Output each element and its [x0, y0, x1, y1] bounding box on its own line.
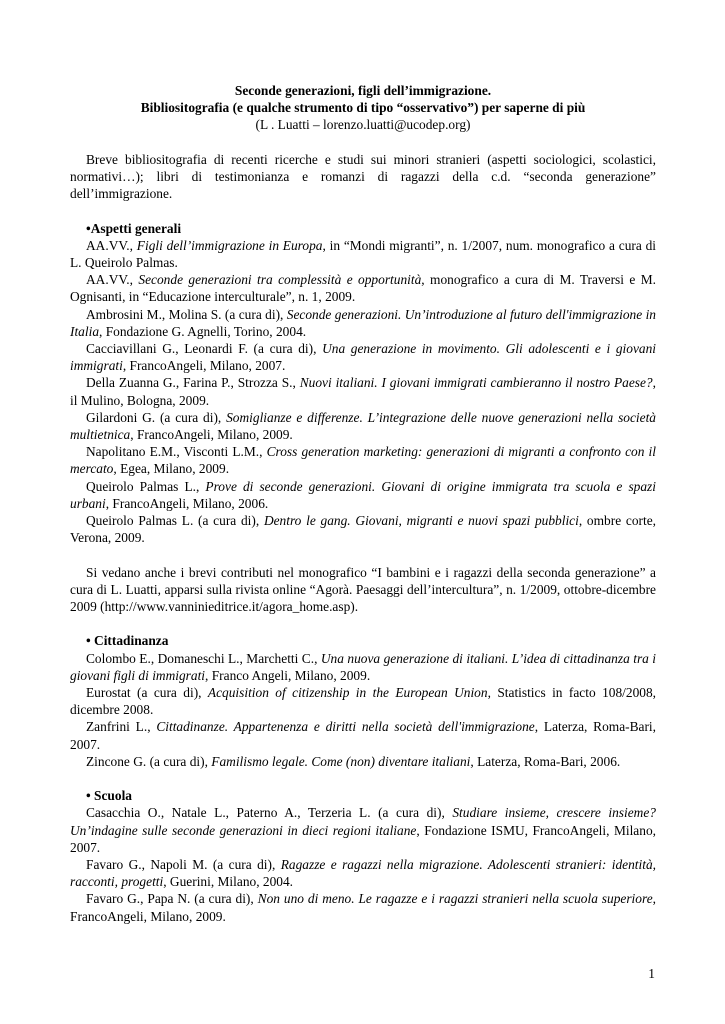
page-number: 1	[648, 966, 655, 981]
bib-entry: Ambrosini M., Molina S. (a cura di), Seconde generazioni. Un’introduzione al futuro dell'immigrazione in Italia, Fondazione G. Agnelli, Torino, 2004.	[70, 306, 656, 339]
bib-entry: Colombo E., Domaneschi L., Marchetti C., Una nuova generazione di italiani. L’idea di cittadinanza tra i giovani figli di immigrati, Franco Angeli, Milano, 2009.	[70, 650, 657, 683]
section-heading-scuola: • Scuola	[86, 788, 132, 804]
bib-entry: Della Zuanna G., Farina P., Strozza S., Nuovi italiani. I giovani immigrati cambieranno il nostro Paese?, il Mulino, Bologna, 2009.	[70, 375, 656, 408]
bib-entry: Casacchia O., Natale L., Paterno A., Terzeria L. (a cura di), Studiare insieme, crescere insieme? Un’indagine sulle seconde generazioni in dieci regioni italiane, Fondazione ISMU, FrancoAngeli, Milano, 2007.	[70, 805, 656, 855]
section-aspetti-generali	[70, 237, 656, 547]
note-paragraph: Si vedano anche i brevi contributi nel monografico “I bambini e i ragazzi della seconda generazione” a cura di L. Luatti, apparsi sulla rivista online “Agorà. Paesaggi dell’intercultura”, n. 1/2009, ottobre-dicembre 2009 (http://www.vanninieditrice.it/agora_home.asp).	[70, 564, 656, 615]
bib-entry: Zanfrini L., Cittadinanze. Appartenenza e diritti nella società dell'immigrazione, Laterza, Roma-Bari, 2007.	[70, 719, 657, 752]
bib-entry: Favaro G., Papa N. (a cura di), Non uno di meno. Le ragazze e i ragazzi stranieri nella scuola superiore, FrancoAngeli, Milano, 2009.	[70, 891, 656, 924]
section-heading-cittadinanza: • Cittadinanza	[86, 633, 169, 649]
section-scuola	[70, 804, 656, 924]
bib-entry: Favaro G., Napoli M. (a cura di), Ragazze e ragazzi nella migrazione. Adolescenti stranieri: identità, racconti, progetti, Guerini, Milano, 2004.	[70, 857, 656, 890]
bib-entry: Queirolo Palmas L., Prove di seconde generazioni. Giovani di origine immigrata tra scuola e spazi urbani, FrancoAngeli, Milano, 2006.	[70, 478, 656, 511]
document-page	[70, 82, 656, 925]
bib-entry: Napolitano E.M., Visconti L.M., Cross generation marketing: generazioni di migranti a confronto con il mercato, Egea, Milano, 2009.	[70, 444, 656, 477]
section-heading-aspetti-generali: •Aspetti generali	[86, 220, 182, 236]
section-cittadinanza	[70, 650, 656, 770]
bib-entry: Zincone G. (a cura di), Familismo legale. Come (non) diventare italiani, Laterza, Roma-Bari, 2006.	[86, 753, 621, 769]
document-subtitle: Bibliositografia (e qualche strumento di tipo “osservativo”) per saperne di più	[140, 100, 586, 116]
document-title: Seconde generazioni, figli dell’immigrazione.	[234, 83, 492, 98]
bib-entry: Queirolo Palmas L. (a cura di), Dentro le gang. Giovani, migranti e nuovi spazi pubblici, ombre corte, Verona, 2009.	[70, 513, 656, 546]
bib-entry: Eurostat (a cura di), Acquisition of citizenship in the European Union, Statistics in facto 108/2008, dicembre 2008.	[70, 685, 657, 718]
intro-paragraph: Breve bibliositografia di recenti ricerche e studi sui minori stranieri (aspetti sociologici, scolastici, normativi…); libri di testimonianza e romanzi di ragazzi della c.d. “seconda generazione” dell’immigrazione.	[70, 151, 656, 202]
bib-entry: Gilardoni G. (a cura di), Somiglianze e differenze. L’integrazione delle nuove generazioni nella società multietnica, FrancoAngeli, Milano, 2009.	[70, 409, 657, 443]
bib-entry: AA.VV., Figli dell’immigrazione in Europa, in “Mondi migranti”, n. 1/2007, num. monografico a cura di L. Queirolo Palmas.	[70, 237, 656, 270]
bib-entry: AA.VV., Seconde generazioni tra complessità e opportunità, monografico a cura di M. Traversi e M. Ognisanti, in “Educazione interculturale”, n. 1, 2009.	[70, 272, 656, 305]
author-line: (L . Luatti – lorenzo.luatti@ucodep.org)	[255, 117, 471, 133]
bib-entry: Cacciavillani G., Leonardi F. (a cura di), Una generazione in movimento. Gli adolescenti e i giovani immigrati, FrancoAngeli, Milano, 2007.	[70, 341, 656, 374]
